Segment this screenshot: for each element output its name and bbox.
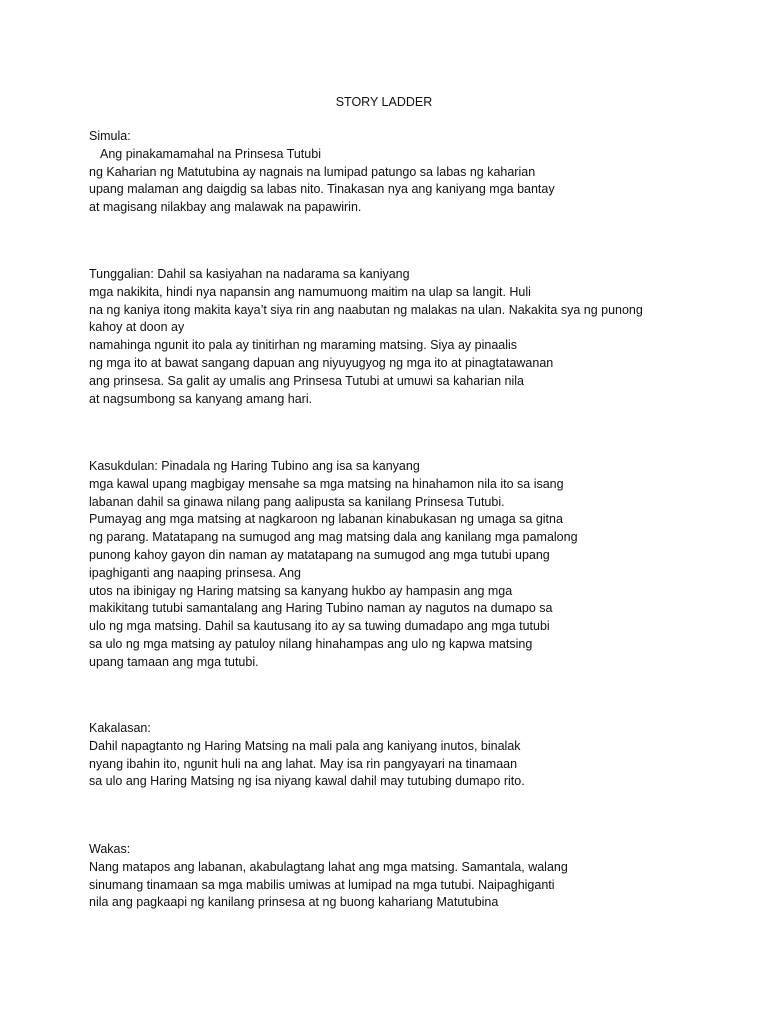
paragraph-line: at magisang nilakbay ang malawak na papawirin. (89, 200, 362, 215)
section-kasukdulan (89, 458, 729, 672)
paragraph-line: nila ang pagkaapi ng kanilang prinsesa at ng buong kahariang Matutubina (89, 895, 499, 910)
paragraph-line: Pumayag ang mga matsing at nagkaroon ng labanan kinabukasan ng umaga sa gitna (89, 512, 563, 527)
paragraph-line: punong kahoy gayon din naman ay matatapang na sumugod ang mga tutubi upang (89, 547, 550, 562)
paragraph-line: ng Kaharian ng Matutubina ay nagnais na lumipad patungo sa labas ng kaharian (89, 164, 536, 179)
section-heading-line: Tunggalian: Dahil sa kasiyahan na nadarama sa kaniyang (89, 267, 410, 281)
paragraph-line: ulo ng mga matsing. Dahil sa kautusang ito ay sa tuwing dumadapo ang mga tutubi (89, 619, 550, 634)
paragraph-line: upang malaman ang daigdig sa labas nito. Tinakasan nya ang kaniyang mga bantay (89, 182, 555, 197)
section-heading-line: Kasukdulan: Pinadala ng Haring Tubino ang isa sa kanyang (89, 459, 420, 473)
section-wakas (89, 841, 729, 912)
paragraph-line: at nagsumbong sa kanyang amang hari. (89, 391, 313, 406)
section-kakalasan (89, 720, 729, 791)
paragraph-line: Dahil napagtanto ng Haring Matsing na mali pala ang kaniyang inutos, binalak (89, 738, 521, 753)
paragraph-line: Nang matapos ang labanan, akabulagtang lahat ang mga matsing. Samantala, walang (89, 859, 568, 874)
paragraph-line: upang tamaan ang mga tutubi. (89, 654, 259, 669)
paragraph-line: namahinga ngunit ito pala ay tinitirhan ng maraming matsing. Siya ay pinaalis (89, 338, 518, 353)
paragraph-line: ipaghiganti ang naaping prinsesa. Ang (89, 565, 301, 580)
paragraph-line: ang prinsesa. Sa galit ay umalis ang Prinsesa Tutubi at umuwi sa kaharian nila (89, 373, 524, 388)
paragraph-line: sa ulo ang Haring Matsing ng isa niyang kawal dahil may tutubing dumapo rito. (89, 774, 525, 789)
paragraph-line: utos na ibinigay ng Haring matsing sa kanyang hukbo ay hampasin ang mga (89, 583, 513, 598)
paragraph-line: na ng kaniya itong makita kaya’t siya rin ang naabutan ng malakas na ulan. Nakakita sya ng punong (89, 302, 643, 317)
section-heading: Simula: (89, 129, 131, 143)
paragraph-line: mga kawal upang magbigay mensahe sa mga matsing na hinahamon nila ito sa isang (89, 476, 564, 491)
paragraph-line: makikitang tutubi samantalang ang Haring Tubino naman ay nagutos na dumapo sa (89, 601, 553, 616)
section-heading: Kakalasan: (89, 721, 151, 735)
paragraph-line: mga nakikita, hindi nya napansin ang namumuong maitim na ulap sa langit. Huli (89, 284, 531, 299)
paragraph-line: ng mga ito at bawat sangang dapuan ang niyuyugyog ng mga ito at pinagtatawanan (89, 355, 554, 370)
paragraph-line: sinumang tinamaan sa mga mabilis umiwas at lumipad na mga tutubi. Naipaghiganti (89, 877, 555, 892)
section-tunggalian (89, 266, 729, 408)
paragraph-line: kahoy at doon ay (89, 320, 185, 335)
section-simula (89, 128, 729, 217)
paragraph-line: ng parang. Matatapang na sumugod ang mag matsing dala ang kanilang mga pamalong (89, 530, 578, 545)
paragraph-line: sa ulo ng mga matsing ay patuloy nilang hinahampas ang ulo ng kapwa matsing (89, 636, 533, 651)
section-heading: Wakas: (89, 842, 131, 856)
paragraph-line: labanan dahil sa ginawa nilang pang aalipusta sa kanilang Prinsesa Tutubi. (89, 494, 505, 509)
paragraph-line: nyang ibahin ito, ngunit huli na ang lahat. May isa rin pangyayari na tinamaan (89, 756, 518, 771)
paragraph-line: Ang pinakamamahal na Prinsesa Tutubi (100, 146, 321, 161)
document-title: STORY LADDER (335, 95, 433, 109)
